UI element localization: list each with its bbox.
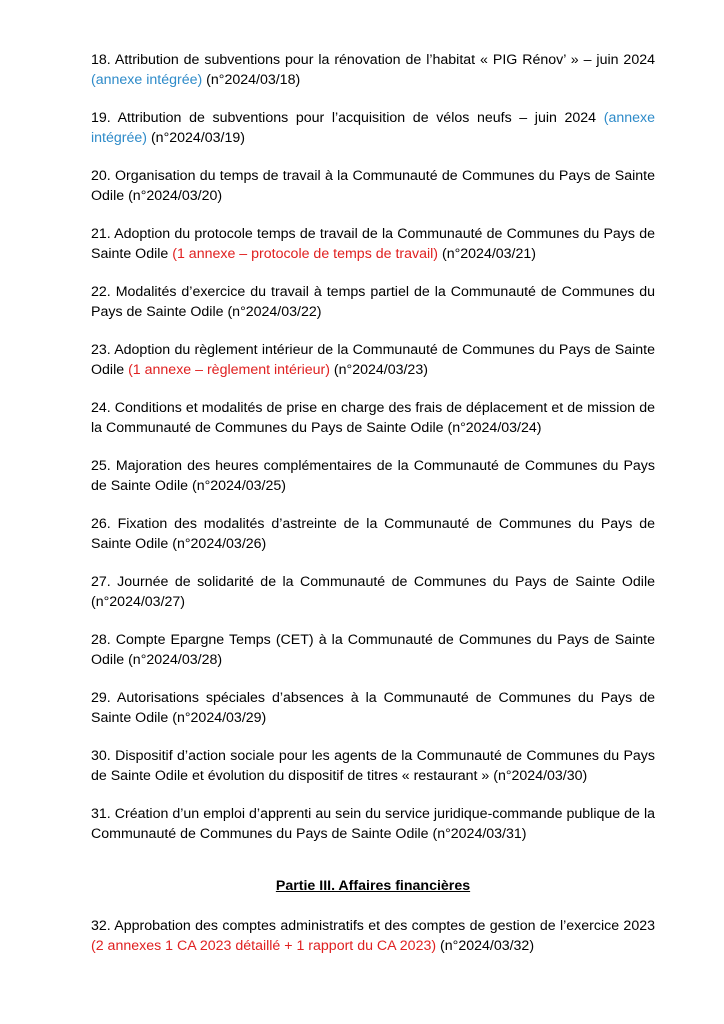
agenda-item-reference: (n°2024/03/31) (432, 826, 527, 842)
agenda-item-reference: (n°2024/03/27) (91, 594, 186, 610)
agenda-item-text: 28. Compte Epargne Temps (CET) à la Communauté de Communes du Pays de Sainte Odile (91, 632, 655, 668)
agenda-item-text: 18. Attribution de subventions pour la rénovation de l’habitat « PIG Rénov’ » – juin 2024 (91, 52, 655, 68)
agenda-item-text: 24. Conditions et modalités de prise en charge des frais de déplacement et de mission de la Communauté de Communes du Pays de Sainte Odile (91, 400, 655, 436)
agenda-item-reference: (n°2024/03/25) (191, 478, 286, 494)
agenda-item-text: 26. Fixation des modalités d’astreinte de la Communauté de Communes du Pays de Sainte Odile (91, 516, 655, 552)
agenda-item (91, 514, 655, 554)
agenda-item-text: 23. Adoption du règlement intérieur de la Communauté de Communes du Pays de Sainte Odile (91, 342, 655, 378)
agenda-item-reference: (n°2024/03/21) (441, 246, 537, 262)
agenda-item-reference: (n°2024/03/30) (493, 768, 588, 784)
agenda-item-text: 31. Création d’un emploi d’apprenti au sein du service juridique-commande publique de la Communauté de Communes du Pays de Sainte Odile (91, 806, 655, 842)
agenda-item-annex: (annexe intégrée) (91, 72, 203, 88)
agenda-item-reference: (n°2024/03/22) (227, 304, 322, 320)
agenda-item-text: 21. Adoption du protocole temps de travail de la Communauté de Communes du Pays de Sainte Odile (91, 226, 655, 262)
section-title: Partie III. Affaires financières (275, 878, 471, 894)
agenda-item-annex: (1 annexe – règlement intérieur) (128, 362, 330, 378)
agenda-item-reference: (n°2024/03/32) (440, 938, 535, 954)
agenda-item-annex: (1 annexe – protocole de temps de travail) (172, 246, 439, 262)
agenda-item-annex: (2 annexes 1 CA 2023 détaillé + 1 rapport du CA 2023) (91, 938, 437, 954)
agenda-item-reference: (n°2024/03/26) (172, 536, 267, 552)
agenda-item (91, 630, 655, 670)
agenda-item (91, 224, 655, 264)
agenda-list-part-iii (91, 916, 655, 956)
agenda-item (91, 108, 655, 148)
agenda-item-reference: (n°2024/03/28) (128, 652, 223, 668)
agenda-item (91, 398, 655, 438)
agenda-list-part-ii (91, 50, 655, 844)
agenda-item (91, 340, 655, 380)
agenda-item-text: 27. Journée de solidarité de la Communauté de Communes du Pays de Sainte Odile (91, 574, 655, 590)
agenda-item-reference: (n°2024/03/29) (172, 710, 267, 726)
agenda-item-reference: (n°2024/03/20) (128, 188, 223, 204)
agenda-item-text: 19. Attribution de subventions pour l’acquisition de vélos neufs – juin 2024 (91, 110, 597, 126)
agenda-item-reference: (n°2024/03/24) (447, 420, 542, 436)
agenda-item (91, 804, 655, 844)
agenda-item (91, 166, 655, 206)
agenda-item (91, 50, 655, 90)
agenda-item (91, 456, 655, 496)
document-page (91, 50, 655, 956)
agenda-item (91, 746, 655, 786)
agenda-item-reference: (n°2024/03/23) (333, 362, 428, 378)
agenda-item (91, 282, 655, 322)
agenda-item-text: 20. Organisation du temps de travail à la Communauté de Communes du Pays de Sainte Odile (91, 168, 655, 204)
agenda-item (91, 688, 655, 728)
agenda-item-text: 30. Dispositif d’action sociale pour les agents de la Communauté de Communes du Pays de Sainte Odile et évolution du dispositif de titres « restaurant » (91, 748, 655, 784)
agenda-item-reference: (n°2024/03/18) (206, 72, 301, 88)
agenda-item-reference: (n°2024/03/19) (150, 130, 245, 146)
agenda-item (91, 916, 655, 956)
agenda-item-text: 29. Autorisations spéciales d’absences à la Communauté de Communes du Pays de Sainte Odile (91, 690, 655, 726)
agenda-item-annex: (annexe intégrée) (91, 110, 655, 146)
agenda-item-text: 22. Modalités d’exercice du travail à temps partiel de la Communauté de Communes du Pays de Sainte Odile (91, 284, 655, 320)
agenda-item-text: 25. Majoration des heures complémentaires de la Communauté de Communes du Pays de Sainte Odile (91, 458, 655, 494)
agenda-item-text: 32. Approbation des comptes administratifs et des comptes de gestion de l’exercice 2023 (91, 918, 655, 934)
agenda-item (91, 572, 655, 612)
